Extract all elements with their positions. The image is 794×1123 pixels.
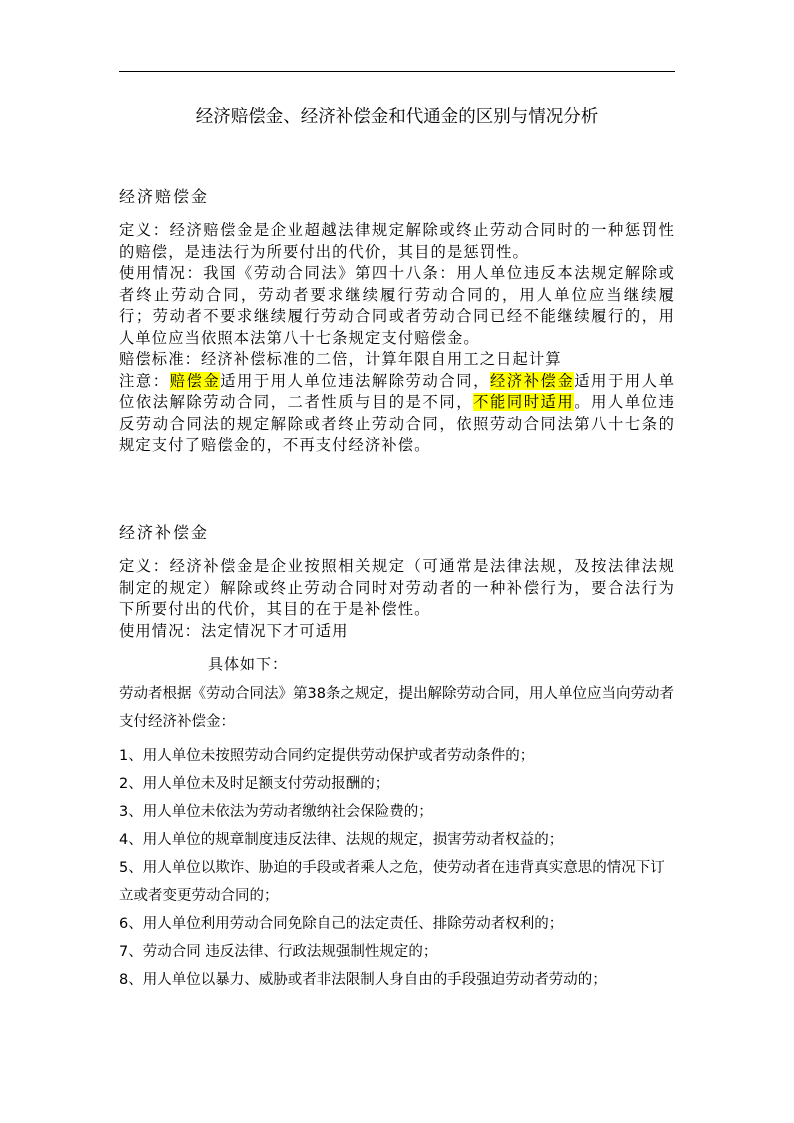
- section-heading-severance: 经济补偿金: [119, 523, 210, 542]
- standard-paragraph: 赔偿标准：经济补偿标准的二倍，计算年限自用工之日起计算: [119, 350, 562, 368]
- list-item: 5、用人单位以欺诈、胁迫的手段或者乘人之危，使劳动者在违背真实意思的情况下订立或者变更劳动合同的；: [119, 860, 665, 904]
- highlight-not-concurrent: 不能同时适用: [473, 393, 575, 411]
- definition-paragraph: 定义：经济赔偿金是企业超越法律规定解除或终止劳动合同时的一种惩罚性的赔偿，是违法行为所要付出的代价，其目的是惩罚性。: [119, 221, 675, 261]
- usage-paragraph: 使用情况：法定情况下才可适用: [119, 621, 349, 640]
- section-body-severance: [119, 556, 675, 642]
- intro-paragraph: 劳动者根据《劳动合同法》第38条之规定，提出解除劳动合同，用人单位应当向劳动者支付经济补偿金：: [119, 686, 674, 730]
- section-body-compensation-damages: [119, 220, 675, 457]
- specific-label: 具体如下：: [208, 655, 289, 673]
- list-item: 1、用人单位未按照劳动合同约定提供劳动保护或者劳动条件的；: [119, 748, 535, 764]
- definition-paragraph: 定义：经济补偿金是企业按照相关规定（可通常是法律法规，及按法律法规制定的规定）解除或终止劳动合同时对劳动者的一种补偿行为，要合法行为下所要付出的代价，其目的在于是补偿性。: [119, 557, 675, 618]
- list-item: 8、用人单位以暴力、威胁或者非法限制人身自由的手段强迫劳动者劳动的；: [119, 972, 607, 988]
- highlight-damages: 赔偿金: [169, 371, 221, 390]
- header-rule: [119, 71, 675, 72]
- note-text: 适用于用人单位依法解除劳动合同，二者性质与目的是不同，: [119, 371, 675, 411]
- section-heading-compensation-damages: 经济赔偿金: [119, 187, 210, 206]
- note-text: 适用于用人单位违法解除劳动合同，: [220, 371, 490, 390]
- note-paragraph: [119, 371, 675, 457]
- conditions-list: [119, 742, 675, 994]
- usage-paragraph: 使用情况：我国《劳动合同法》第四十八条：用人单位违反本法规定解除或者终止劳动合同，劳动者要求继续履行劳动合同的，用人单位应当继续履行；劳动者不要求继续履行劳动合同或者劳动合同已经不能继续履行的，用人单位应当依照本法第八十七条规定支付赔偿金。: [119, 264, 675, 347]
- note-text: 注意：: [119, 371, 170, 390]
- note-text: 。用人单位违反劳动合同法的规定解除或者终止劳动合同，依照劳动合同法第八十七条的规定支付了赔偿金的，不再支付经济补偿。: [119, 393, 675, 454]
- list-item: 4、用人单位的规章制度违反法律、法规的规定，损害劳动者权益的；: [119, 832, 564, 848]
- list-item: 6、用人单位利用劳动合同免除自己的法定责任、排除劳动者权利的；: [119, 916, 564, 932]
- list-item: 7、劳动合同 违反法律、行政法规强制性规定的；: [119, 944, 438, 960]
- highlight-severance: 经济补偿金: [489, 371, 575, 390]
- list-item: 3、用人单位未依法为劳动者缴纳社会保险费的；: [119, 804, 433, 820]
- list-item: 2、用人单位未及时足额支付劳动报酬的；: [119, 776, 390, 792]
- page-title: 经济赔偿金、经济补偿金和代通金的区别与情况分析: [195, 107, 599, 127]
